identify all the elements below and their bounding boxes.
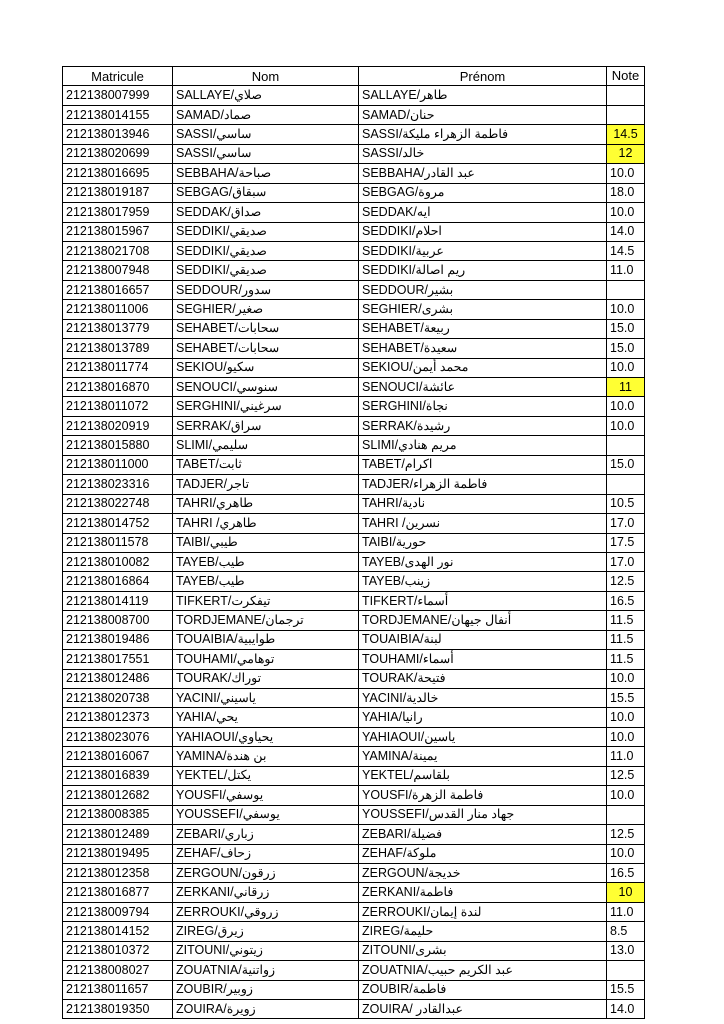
nom-cell: ZERGOUN/زرقون [173, 863, 359, 882]
table-row [63, 1000, 645, 1019]
prenom-cell: SAMAD/حنان [359, 105, 607, 124]
note-cell: 16.5 [607, 863, 645, 882]
note-cell [607, 105, 645, 124]
note-cell: 14.5 [607, 241, 645, 260]
note-cell: 11.5 [607, 611, 645, 630]
prenom-cell: SERGHINI/نجاة [359, 397, 607, 416]
note-cell: 14.5 [607, 125, 645, 144]
prenom-cell: SEBBAHA/عبد القادر [359, 164, 607, 183]
matricule-cell: 212138007948 [63, 261, 173, 280]
nom-cell: YEKTEL/يكتل [173, 766, 359, 785]
note-cell: 13.0 [607, 941, 645, 960]
table-row [63, 980, 645, 999]
note-cell: 11.0 [607, 261, 645, 280]
prenom-cell: ZOUBIR/فاطمة [359, 980, 607, 999]
prenom-cell: SASSI/خالد [359, 144, 607, 163]
matricule-cell: 212138010372 [63, 941, 173, 960]
matricule-cell: 212138009794 [63, 902, 173, 921]
table-row [63, 572, 645, 591]
nom-cell: ZIREG/زيرق [173, 922, 359, 941]
nom-cell: SASSI/ساسي [173, 144, 359, 163]
note-cell: 17.5 [607, 533, 645, 552]
prenom-cell: TAHRI /نسرين [359, 514, 607, 533]
nom-cell: SERGHINI/سرغيني [173, 397, 359, 416]
nom-cell: TORDJEMANE/ترجمان [173, 611, 359, 630]
table-row [63, 397, 645, 416]
prenom-cell: TOUAIBIA/لبنة [359, 630, 607, 649]
matricule-cell: 212138019350 [63, 1000, 173, 1019]
prenom-cell: TAHRI/نادية [359, 494, 607, 513]
note-cell: 10 [607, 883, 645, 902]
table-row [63, 591, 645, 610]
matricule-cell: 212138019495 [63, 844, 173, 863]
matricule-cell: 212138022748 [63, 494, 173, 513]
matricule-cell: 212138014155 [63, 105, 173, 124]
note-cell: 10.0 [607, 300, 645, 319]
matricule-cell: 212138023316 [63, 475, 173, 494]
matricule-cell: 212138015967 [63, 222, 173, 241]
matricule-cell: 212138007999 [63, 86, 173, 105]
nom-cell: TAIBI/طيبي [173, 533, 359, 552]
matricule-cell: 212138013779 [63, 319, 173, 338]
table-row [63, 183, 645, 202]
nom-cell: SEDDOUR/سدور [173, 280, 359, 299]
nom-cell: TOURAK/توراك [173, 669, 359, 688]
note-cell [607, 436, 645, 455]
nom-cell: TAYEB/طيب [173, 552, 359, 571]
matricule-cell: 212138012373 [63, 708, 173, 727]
matricule-cell: 212138012486 [63, 669, 173, 688]
nom-cell: SENOUCI/سنوسي [173, 378, 359, 397]
matricule-cell: 212138017551 [63, 650, 173, 669]
nom-cell: ZERKANI/زرقاني [173, 883, 359, 902]
note-cell: 12 [607, 144, 645, 163]
prenom-cell: SLIMI/مريم هنادي [359, 436, 607, 455]
matricule-cell: 212138016870 [63, 378, 173, 397]
note-cell [607, 475, 645, 494]
nom-cell: YAHIA/يحي [173, 708, 359, 727]
table-row [63, 319, 645, 338]
matricule-cell: 212138019187 [63, 183, 173, 202]
table-row [63, 514, 645, 533]
nom-cell: ZOUIRA/زويرة [173, 1000, 359, 1019]
nom-cell: TADJER/تاجر [173, 475, 359, 494]
nom-cell: YACINI/ياسيني [173, 689, 359, 708]
nom-cell: TOUHAMI/توهامي [173, 650, 359, 669]
note-cell: 10.0 [607, 397, 645, 416]
table-row [63, 339, 645, 358]
nom-cell: ZEBARI/زباري [173, 825, 359, 844]
matricule-cell: 212138016695 [63, 164, 173, 183]
table-row [63, 203, 645, 222]
note-cell: 16.5 [607, 591, 645, 610]
nom-cell: ZEHAF/زحاف [173, 844, 359, 863]
prenom-cell: TABET/اكرام [359, 455, 607, 474]
nom-cell: SASSI/ساسي [173, 125, 359, 144]
table-row [63, 844, 645, 863]
note-cell: 15.5 [607, 980, 645, 999]
matricule-cell: 212138011072 [63, 397, 173, 416]
note-cell: 14.0 [607, 222, 645, 241]
note-cell: 18.0 [607, 183, 645, 202]
note-cell [607, 86, 645, 105]
matricule-cell: 212138011774 [63, 358, 173, 377]
table-row [63, 747, 645, 766]
table-row [63, 902, 645, 921]
note-cell: 10.0 [607, 416, 645, 435]
nom-cell: TAHRI/طاهري [173, 494, 359, 513]
prenom-cell: YEKTEL/بلقاسم [359, 766, 607, 785]
matricule-cell: 212138013946 [63, 125, 173, 144]
table-row [63, 805, 645, 824]
table-row [63, 300, 645, 319]
nom-cell: SEDDIKI/صديقي [173, 241, 359, 260]
nom-cell: YOUSSEFI/يوسفي [173, 805, 359, 824]
table-row [63, 669, 645, 688]
matricule-cell: 212138014752 [63, 514, 173, 533]
prenom-cell: SENOUCI/عائشة [359, 378, 607, 397]
note-cell: 17.0 [607, 552, 645, 571]
prenom-cell: YOUSFI/فاطمة الزهرة [359, 786, 607, 805]
nom-cell: TABET/ثابت [173, 455, 359, 474]
table-row [63, 280, 645, 299]
prenom-cell: TAYEB/نور الهدى [359, 552, 607, 571]
note-cell: 10.0 [607, 844, 645, 863]
nom-cell: ZOUBIR/زوبير [173, 980, 359, 999]
prenom-cell: SEDDIKI/عربية [359, 241, 607, 260]
table-row [63, 436, 645, 455]
header-row [63, 67, 645, 86]
matricule-cell: 212138016657 [63, 280, 173, 299]
note-cell: 12.5 [607, 572, 645, 591]
matricule-cell: 212138020738 [63, 689, 173, 708]
note-cell: 10.0 [607, 203, 645, 222]
table-row [63, 689, 645, 708]
nom-cell: SEBGAG/سبقاق [173, 183, 359, 202]
prenom-cell: ZERROUKI/لندة إيمان [359, 902, 607, 921]
matricule-cell: 212138016839 [63, 766, 173, 785]
prenom-cell: TADJER/فاطمة الزهراء [359, 475, 607, 494]
prenom-cell: SEDDIKI/احلام [359, 222, 607, 241]
matricule-header: Matricule [63, 67, 173, 86]
prenom-cell: ZOUIRA/ عبدالقادر [359, 1000, 607, 1019]
nom-cell: SALLAYE/صلاي [173, 86, 359, 105]
nom-cell: SLIMI/سليمي [173, 436, 359, 455]
nom-cell: YAMINA/بن هندة [173, 747, 359, 766]
table-row [63, 378, 645, 397]
matricule-cell: 212138011006 [63, 300, 173, 319]
matricule-cell: 212138019486 [63, 630, 173, 649]
table-row [63, 708, 645, 727]
table-row [63, 105, 645, 124]
nom-cell: TAYEB/طيب [173, 572, 359, 591]
nom-cell: SEDDAK/صداق [173, 203, 359, 222]
matricule-cell: 212138008385 [63, 805, 173, 824]
note-cell: 10.0 [607, 669, 645, 688]
prenom-header: Prénom [359, 67, 607, 86]
nom-cell: SERRAK/سراق [173, 416, 359, 435]
matricule-cell: 212138014119 [63, 591, 173, 610]
matricule-cell: 212138012682 [63, 786, 173, 805]
prenom-cell: YAHIA/رانيا [359, 708, 607, 727]
table-row [63, 261, 645, 280]
note-cell: 10.0 [607, 786, 645, 805]
nom-cell: SEHABET/سحابات [173, 339, 359, 358]
table-row [63, 922, 645, 941]
nom-cell: SEGHIER/صغير [173, 300, 359, 319]
prenom-cell: SEHABET/سعيدة [359, 339, 607, 358]
nom-cell: YOUSFI/يوسفي [173, 786, 359, 805]
prenom-cell: SEDDOUR/بشير [359, 280, 607, 299]
prenom-cell: TOUHAMI/أسماء [359, 650, 607, 669]
prenom-cell: SEGHIER/بشرى [359, 300, 607, 319]
prenom-cell: SEKIOU/محمد أيمن [359, 358, 607, 377]
note-cell: 15.0 [607, 319, 645, 338]
table-row [63, 825, 645, 844]
table-row [63, 494, 645, 513]
table-row [63, 766, 645, 785]
note-cell: 11.5 [607, 630, 645, 649]
table-row [63, 630, 645, 649]
nom-cell: TAHRI /طاهري [173, 514, 359, 533]
prenom-cell: ZERGOUN/خديجة [359, 863, 607, 882]
note-cell: 17.0 [607, 514, 645, 533]
matricule-cell: 212138016877 [63, 883, 173, 902]
nom-cell: SAMAD/صماد [173, 105, 359, 124]
table-row [63, 650, 645, 669]
matricule-cell: 212138020919 [63, 416, 173, 435]
nom-cell: SEDDIKI/صديقي [173, 222, 359, 241]
note-cell: 15.5 [607, 689, 645, 708]
note-cell: 12.5 [607, 825, 645, 844]
nom-cell: ZERROUKI/زروقي [173, 902, 359, 921]
table-row [63, 533, 645, 552]
grades-table [62, 66, 645, 1019]
matricule-cell: 212138012358 [63, 863, 173, 882]
note-cell: 10.0 [607, 727, 645, 746]
matricule-cell: 212138008027 [63, 961, 173, 980]
prenom-cell: TORDJEMANE/أنفال جيهان [359, 611, 607, 630]
matricule-cell: 212138011578 [63, 533, 173, 552]
matricule-cell: 212138017959 [63, 203, 173, 222]
note-cell: 12.5 [607, 766, 645, 785]
nom-cell: TIFKERT/تيفكرت [173, 591, 359, 610]
matricule-cell: 212138016864 [63, 572, 173, 591]
prenom-cell: ZEHAF/ملوكة [359, 844, 607, 863]
matricule-cell: 212138015880 [63, 436, 173, 455]
prenom-cell: TIFKERT/أسماء [359, 591, 607, 610]
prenom-cell: SASSI/فاطمة الزهراء مليكة [359, 125, 607, 144]
table-row [63, 164, 645, 183]
table-row [63, 241, 645, 260]
matricule-cell: 212138011000 [63, 455, 173, 474]
table-row [63, 611, 645, 630]
table-row [63, 941, 645, 960]
note-cell [607, 805, 645, 824]
prenom-cell: SEBGAG/مروة [359, 183, 607, 202]
matricule-cell: 212138010082 [63, 552, 173, 571]
note-header: Note [607, 67, 645, 86]
prenom-cell: ZIREG/حليمة [359, 922, 607, 941]
note-cell: 10.0 [607, 164, 645, 183]
prenom-cell: YOUSSEFI/جهاد منار القدس [359, 805, 607, 824]
prenom-cell: ZEBARI/فضيلة [359, 825, 607, 844]
table-row [63, 863, 645, 882]
nom-header: Nom [173, 67, 359, 86]
table-row [63, 883, 645, 902]
table-row [63, 222, 645, 241]
prenom-cell: YAMINA/يمينة [359, 747, 607, 766]
prenom-cell: SEHABET/ربيعة [359, 319, 607, 338]
prenom-cell: TOURAK/فتيحة [359, 669, 607, 688]
table-row [63, 144, 645, 163]
matricule-cell: 212138012489 [63, 825, 173, 844]
nom-cell: ZITOUNI/زيتوني [173, 941, 359, 960]
nom-cell: ZOUATNIA/زواتنية [173, 961, 359, 980]
prenom-cell: SERRAK/رشيدة [359, 416, 607, 435]
prenom-cell: SALLAYE/طاهر [359, 86, 607, 105]
nom-cell: YAHIAOUI/يحياوي [173, 727, 359, 746]
note-cell: 11.0 [607, 747, 645, 766]
note-cell: 10.0 [607, 708, 645, 727]
nom-cell: SEHABET/سحابات [173, 319, 359, 338]
note-cell: 15.0 [607, 339, 645, 358]
nom-cell: SEDDIKI/صديقي [173, 261, 359, 280]
nom-cell: SEKIOU/سكيو [173, 358, 359, 377]
matricule-cell: 212138021708 [63, 241, 173, 260]
table-row [63, 455, 645, 474]
prenom-cell: ZERKANI/فاطمة [359, 883, 607, 902]
note-cell: 15.0 [607, 455, 645, 474]
table-row [63, 358, 645, 377]
prenom-cell: SEDDIKI/ريم اصالة [359, 261, 607, 280]
prenom-cell: YACINI/خالدية [359, 689, 607, 708]
matricule-cell: 212138016067 [63, 747, 173, 766]
table-row [63, 727, 645, 746]
table-row [63, 125, 645, 144]
table-row [63, 416, 645, 435]
note-cell: 11.0 [607, 902, 645, 921]
table-row [63, 786, 645, 805]
nom-cell: TOUAIBIA/طوايبية [173, 630, 359, 649]
prenom-cell: TAIBI/حورية [359, 533, 607, 552]
table-row [63, 961, 645, 980]
note-cell [607, 280, 645, 299]
prenom-cell: YAHIAOUI/ياسين [359, 727, 607, 746]
note-cell: 11.5 [607, 650, 645, 669]
matricule-cell: 212138013789 [63, 339, 173, 358]
matricule-cell: 212138011657 [63, 980, 173, 999]
note-cell: 10.0 [607, 358, 645, 377]
table-row [63, 86, 645, 105]
nom-cell: SEBBAHA/صباحة [173, 164, 359, 183]
matricule-cell: 212138023076 [63, 727, 173, 746]
note-cell: 11 [607, 378, 645, 397]
prenom-cell: ZITOUNI/بشرى [359, 941, 607, 960]
note-cell: 8.5 [607, 922, 645, 941]
matricule-cell: 212138020699 [63, 144, 173, 163]
matricule-cell: 212138008700 [63, 611, 173, 630]
note-cell: 14.0 [607, 1000, 645, 1019]
matricule-cell: 212138014152 [63, 922, 173, 941]
note-cell: 10.5 [607, 494, 645, 513]
prenom-cell: ZOUATNIA/عبد الكريم حبيب [359, 961, 607, 980]
prenom-cell: TAYEB/زينب [359, 572, 607, 591]
note-cell [607, 961, 645, 980]
table-row [63, 475, 645, 494]
prenom-cell: SEDDAK/ايه [359, 203, 607, 222]
table-row [63, 552, 645, 571]
